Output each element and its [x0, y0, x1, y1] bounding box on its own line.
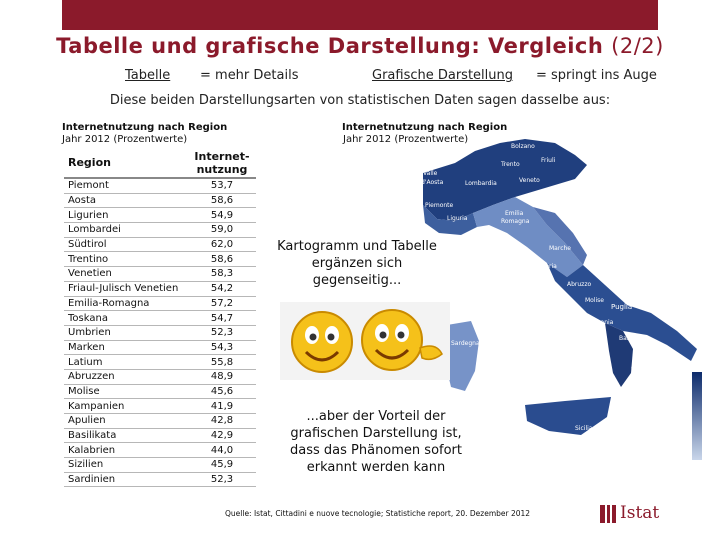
value-cell: 52,3: [188, 325, 256, 340]
value-cell: 62,0: [188, 237, 256, 252]
value-cell: 57,2: [188, 296, 256, 311]
tabelle-description: = mehr Details: [200, 68, 299, 83]
value-cell: 53,7: [188, 178, 256, 193]
table-title: Internetnutzung nach Region: [62, 122, 228, 133]
callout-complement: Kartogramm und Tabelle ergänzen sich gegenseitig...: [277, 239, 437, 288]
map-subtitle: Jahr 2012 (Prozentwerte): [343, 134, 469, 145]
map-label-puglia: Puglia: [611, 303, 633, 311]
smiley-faces-illustration: [280, 302, 450, 380]
grafik-link-label: Grafische Darstellung: [372, 68, 514, 83]
region-cell: Sizilien: [64, 458, 188, 473]
intro-text: Diese beiden Darstellungsarten von statistischen Daten sagen dasselbe aus:: [109, 93, 611, 108]
map-label-marche: Marche: [549, 245, 571, 252]
map-title: Internetnutzung nach Region: [342, 122, 508, 133]
region-cell: Aosta: [64, 193, 188, 208]
value-cell: 54,3: [188, 340, 256, 355]
table-row: [64, 296, 256, 311]
table-row: [64, 369, 256, 384]
map-label-toscana: Toscana: [501, 247, 525, 254]
istat-logo-mark: [600, 505, 616, 523]
table-row: [64, 384, 256, 399]
value-cell: 45,6: [188, 384, 256, 399]
istat-logo-text: Istat: [620, 503, 660, 523]
value-cell: 42,9: [188, 428, 256, 443]
table-row: [64, 428, 256, 443]
value-cell: 59,0: [188, 223, 256, 238]
region-cell: Piemont: [64, 178, 188, 193]
map-label-basilicata: Basilicata: [619, 335, 648, 342]
map-label-molise: Molise: [585, 297, 604, 304]
region-cell: Marken: [64, 340, 188, 355]
table-row: [64, 208, 256, 223]
map-label-campania: Campania: [583, 319, 614, 326]
map-label-liguria: Liguria: [447, 215, 468, 222]
map-legend-colorbar: [692, 372, 702, 460]
source-citation: Quelle: Istat, Cittadini e nuove tecnologie; Statistiche report, 20. Dezember 2012: [225, 509, 531, 518]
map-label-sicilia: Sicilia: [575, 425, 593, 432]
table-row: [64, 458, 256, 473]
region-cell: Sardinien: [64, 472, 188, 487]
region-cell: Toskana: [64, 311, 188, 326]
map-label-trento: Trento: [501, 161, 520, 168]
map-label-lombardia: Lombardia: [465, 180, 497, 187]
table-row: [64, 443, 256, 458]
region-sicilia: [525, 397, 611, 435]
region-sardegna: [445, 321, 479, 391]
table-row: [64, 223, 256, 238]
value-cell: 58,6: [188, 193, 256, 208]
value-cell: 41,9: [188, 399, 256, 414]
table-row: [64, 178, 256, 193]
region-cell: Latium: [64, 355, 188, 370]
value-cell: 44,0: [188, 443, 256, 458]
region-cell: Südtirol: [64, 237, 188, 252]
callout-advantage: ...aber der Vorteil der grafischen Darstellung ist, dass das Phänomen sofort erkannt werden kann: [290, 409, 462, 475]
table-heading: [62, 122, 227, 146]
table-row: [64, 340, 256, 355]
map-label-lazio: Lazio: [537, 291, 553, 298]
column-header-region: Region: [64, 148, 188, 178]
map-label-piemonte: Piemonte: [425, 202, 454, 209]
table-row: [64, 414, 256, 429]
map-label-valle: Valle: [423, 170, 438, 177]
value-cell: 45,9: [188, 458, 256, 473]
table-row: [64, 325, 256, 340]
top-accent-bar: [62, 0, 658, 30]
istat-logo: [600, 503, 660, 525]
region-cell: Lombardei: [64, 223, 188, 238]
map-label-romagna: Romagna: [501, 218, 530, 225]
region-cell: Friaul-Julisch Venetien: [64, 281, 188, 296]
value-cell: 42,8: [188, 414, 256, 429]
region-cell: Basilikata: [64, 428, 188, 443]
table-subtitle: Jahr 2012 (Prozentwerte): [62, 134, 188, 145]
region-cell: Molise: [64, 384, 188, 399]
map-label-abruzzo: Abruzzo: [567, 281, 592, 288]
value-cell: 54,7: [188, 311, 256, 326]
map-label-sardegna: Sardegna: [451, 340, 480, 347]
region-calabria: [605, 323, 633, 387]
map-label-daosta: d'Aosta: [421, 179, 444, 186]
grafik-description: = springt ins Auge: [536, 68, 657, 83]
value-cell: 55,8: [188, 355, 256, 370]
table-row: [64, 472, 256, 487]
value-cell: 54,9: [188, 208, 256, 223]
page-counter: (2/2): [611, 34, 664, 58]
region-cell: Umbrien: [64, 325, 188, 340]
map-label-emilia: Emilia: [505, 210, 524, 217]
region-cell: Kampanien: [64, 399, 188, 414]
region-cell: Ligurien: [64, 208, 188, 223]
page-title: Tabelle und grafische Darstellung: Vergleich (2/2): [56, 34, 664, 58]
value-cell: 58,6: [188, 252, 256, 267]
table-row: [64, 237, 256, 252]
table-row: [64, 193, 256, 208]
value-cell: 54,2: [188, 281, 256, 296]
table-row: [64, 252, 256, 267]
data-table: [64, 148, 256, 487]
region-cell: Emilia-Romagna: [64, 296, 188, 311]
map-label-veneto: Veneto: [519, 177, 540, 184]
value-cell: 48,9: [188, 369, 256, 384]
value-cell: 58,3: [188, 267, 256, 282]
table-row: [64, 267, 256, 282]
table-row: [64, 281, 256, 296]
smileys-svg: [280, 302, 450, 380]
region-cell: Trentino: [64, 252, 188, 267]
map-label-friuli: Friuli: [541, 157, 556, 164]
tabelle-link-label: Tabelle: [125, 68, 171, 83]
value-cell: 52,3: [188, 472, 256, 487]
region-cell: Kalabrien: [64, 443, 188, 458]
region-cell: Venetien: [64, 267, 188, 282]
map-label-bolzano: Bolzano: [511, 143, 535, 150]
table-row: [64, 311, 256, 326]
map-label-umbria: Umbria: [535, 263, 557, 270]
table-row: [64, 355, 256, 370]
region-cell: Apulien: [64, 414, 188, 429]
region-cell: Abruzzen: [64, 369, 188, 384]
column-header-value: Internet- nutzung: [188, 148, 256, 178]
table-row: [64, 399, 256, 414]
map-label-calabria: Calabria: [631, 365, 656, 372]
